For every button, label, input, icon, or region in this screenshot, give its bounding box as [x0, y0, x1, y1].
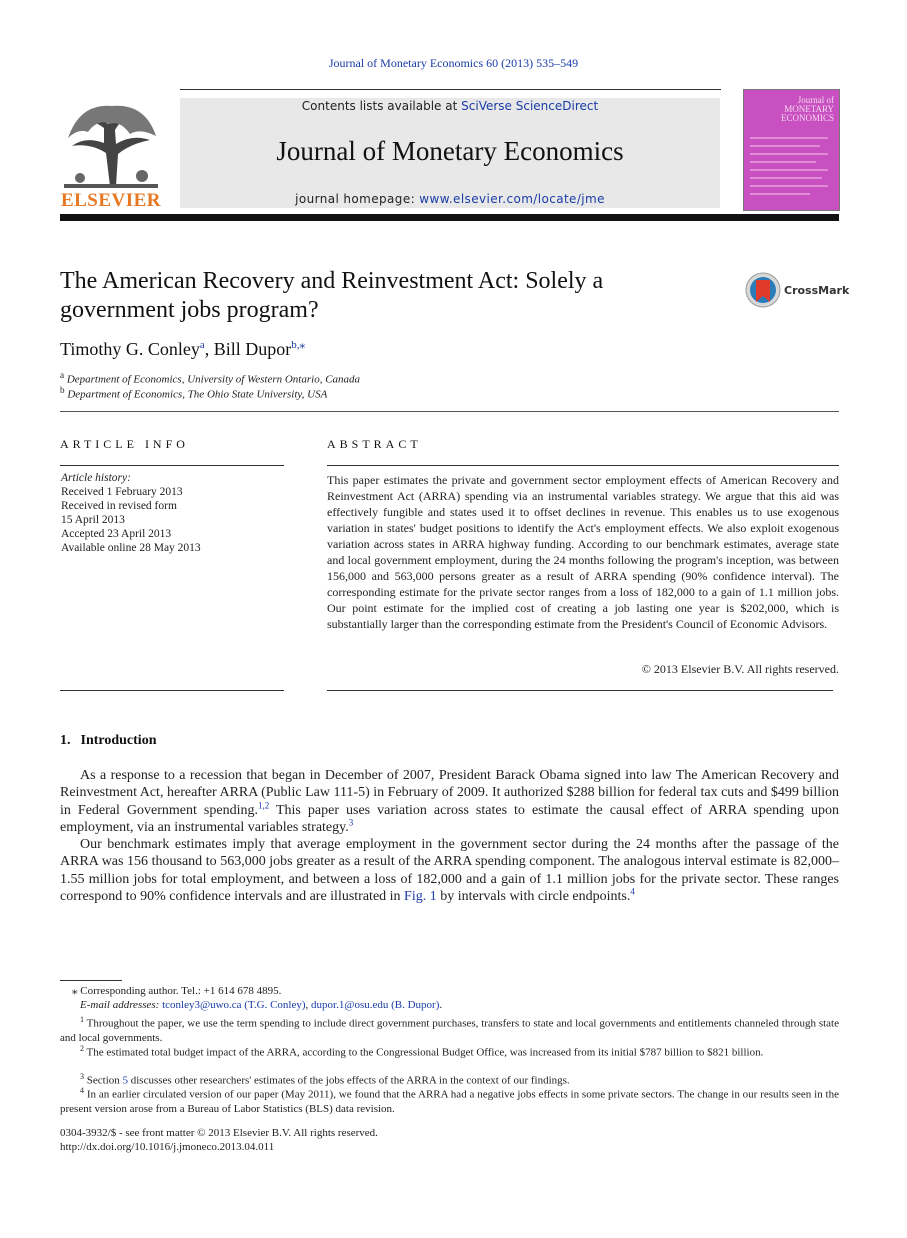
- footnote-corresponding: ⁎ Corresponding author. Tel.: +1 614 678 4895.: [72, 985, 282, 997]
- affiliation-letter: b: [60, 385, 65, 395]
- header-top-rule: [180, 89, 721, 90]
- affiliation-letter: a: [60, 370, 65, 380]
- affiliation: [60, 385, 327, 401]
- contents-prefix: Contents lists available at: [301, 99, 462, 113]
- author-name[interactable]: Bill Dupor: [213, 339, 292, 359]
- email-end: .: [439, 999, 443, 1011]
- journal-cover-thumbnail[interactable]: [743, 89, 840, 211]
- paragraph-text: Our benchmark estimates imply that average employment in the government sector during the 24 months after the passage of the ARRA was 156 thousand to 563,000 jobs greater as a result of the ARRA spending component. The analogous interval estimate is 82,000–1.55 million jobs for total employment, and between a loss of 182,000 and a gain of 1.1 million jobs for the private sector. These ranges correspond to 90% confidence intervals and are illustrated in: [60, 837, 839, 904]
- author-name[interactable]: Timothy G. Conley: [60, 339, 200, 359]
- body-paragraph: [60, 767, 839, 836]
- affiliation-marker[interactable]: b,⁎: [291, 339, 306, 351]
- footnote-ref[interactable]: 3: [348, 817, 354, 828]
- doi-link[interactable]: http://dx.doi.org/10.1016/j.jmoneco.2013.04.011: [60, 1141, 275, 1153]
- abstract-copyright: © 2013 Elsevier B.V. All rights reserved.: [641, 662, 839, 676]
- article-history: [61, 471, 283, 555]
- history-item: Received in revised form: [61, 500, 177, 512]
- journal-title: Journal of Monetary Economics: [276, 136, 624, 166]
- footnote-ref[interactable]: 1,2: [257, 799, 270, 810]
- crossmark-label[interactable]: CrossMark: [784, 284, 850, 297]
- footnote-number: 3: [80, 1072, 84, 1081]
- history-item: Received 1 February 2013: [61, 486, 183, 498]
- email-link[interactable]: tconley3@uwo.ca (T.G. Conley): [162, 999, 306, 1011]
- footnote-text: The estimated total budget impact of the ARRA, according to the Congressional Budget Office, was increased from its initial $787 billion to $821 billion.: [84, 1046, 764, 1059]
- affiliation-text: Department of Economics, University of Western Ontario, Canada: [66, 373, 361, 386]
- body-paragraph: [60, 836, 839, 905]
- section-link[interactable]: 5: [122, 1074, 128, 1087]
- email-link[interactable]: dupor.1@osu.edu (B. Dupor): [311, 999, 440, 1011]
- crossmark-icon[interactable]: [745, 272, 781, 308]
- article-info-heading: ARTICLE INFO: [60, 437, 189, 451]
- paragraph-text: This paper uses variation across states to estimate the causal effect of ARRA spending upon employment, via an instrumental variables strategy.: [60, 802, 839, 835]
- email-label: E-mail addresses:: [80, 999, 163, 1011]
- sciencedirect-link[interactable]: SciVerse ScienceDirect: [461, 99, 599, 113]
- footnote-text: Section: [84, 1074, 123, 1087]
- history-item: Accepted 23 April 2013: [61, 528, 172, 540]
- issn-line: 0304-3932/$ - see front matter © 2013 Elsevier B.V. All rights reserved.: [60, 1127, 378, 1139]
- section-title: Introduction: [80, 733, 157, 748]
- footnote-number: 4: [80, 1086, 84, 1095]
- section-heading: [60, 733, 156, 749]
- cover-title: Journal of MONETARY ECONOMICS: [780, 95, 834, 123]
- footnote: [60, 1042, 839, 1060]
- divider: [60, 690, 284, 691]
- author-separator: ,: [204, 339, 214, 359]
- divider: [327, 690, 833, 691]
- figure-link[interactable]: Fig. 1: [404, 888, 437, 904]
- paragraph-text: by intervals with circle endpoints.: [436, 888, 631, 904]
- history-item: Available online 28 May 2013: [61, 542, 201, 554]
- abstract-heading: ABSTRACT: [327, 437, 422, 451]
- history-title: Article history:: [61, 472, 131, 484]
- footnote-rule: [60, 980, 122, 981]
- homepage-prefix: journal homepage:: [295, 192, 420, 206]
- paragraph-text: As a response to a recession that began in December of 2007, President Barack Obama signed into law The American Recovery and Reinvestment Act, hereafter ARRA (Public Law 111-5) in February of 2009. It authorized $288 billion for federal tax cuts and $499 billion in Federal Government spending.: [60, 768, 839, 818]
- homepage-line: [180, 192, 720, 206]
- contents-line: [180, 99, 720, 113]
- footnote-emails: [60, 998, 839, 1013]
- footnote: [60, 1084, 839, 1117]
- footnote-ref[interactable]: 4: [630, 886, 635, 897]
- divider: [327, 465, 839, 466]
- footnote-number: 2: [80, 1044, 84, 1053]
- footnote-text: discusses other researchers' estimates of the jobs effects of the ARRA in the context of our findings.: [128, 1074, 570, 1087]
- footnote-text: In an earlier circulated version of our paper (May 2011), we found that the ARRA had a negative jobs effects in some private sectors. The change in our results seen in the present version arose from a Bureau of Labor Statistics (BLS) data revision.: [60, 1088, 839, 1116]
- footnote-text: Throughout the paper, we use the term spending to include direct government purchases, transfers to state and local governments and entitlements channeled through state and local governments.: [60, 1017, 839, 1045]
- cover-contents-lines: [750, 134, 834, 204]
- email-separator: ,: [305, 999, 312, 1011]
- affiliation: [60, 370, 360, 386]
- history-item: 15 April 2013: [61, 514, 125, 526]
- affiliation-text: Department of Economics, The Ohio State University, USA: [67, 388, 328, 401]
- journal-reference[interactable]: Journal of Monetary Economics 60 (2013) 535–549: [328, 56, 579, 70]
- footnote: [60, 1013, 839, 1046]
- divider: [60, 411, 839, 412]
- elsevier-wordmark: ELSEVIER: [60, 190, 162, 211]
- footnote-number: 1: [80, 1015, 84, 1024]
- homepage-link[interactable]: www.elsevier.com/locate/jme: [419, 192, 605, 206]
- abstract-text: This paper estimates the private and government sector employment effects of American Recovery and Reinvestment Act (ARRA) spending via an instrumental variables strategy. We argue that this aid was effectively fungible and states used it to offset declines in revenue. This enables us to use exogenous variation in states' budget positions to identify the Act's employment effects. We also exploit exogenous variation across states in ARRA highway funding. According to our benchmark estimates, average state and local government employment, during the 24 months following the program's inception, was between 156,000 and 563,000 persons greater as a result of ARRA spending (90% confidence interval). The corresponding estimate for the private sector ranges from a loss of 182,000 to a gain of 1.1 million jobs. Our point estimate for the implied cost of creating a job lasting one year is $202,000, which is substantially larger than the corresponding estimate from the President's Council of Economic Advisors.: [327, 473, 839, 631]
- header-thick-rule: [60, 214, 839, 221]
- author-list: [60, 338, 305, 360]
- affiliation-marker[interactable]: a: [199, 339, 205, 351]
- section-number: 1.: [60, 733, 71, 748]
- article-title: The American Recovery and Reinvestment Act: Solely a government jobs program?: [60, 268, 604, 323]
- divider: [60, 465, 284, 466]
